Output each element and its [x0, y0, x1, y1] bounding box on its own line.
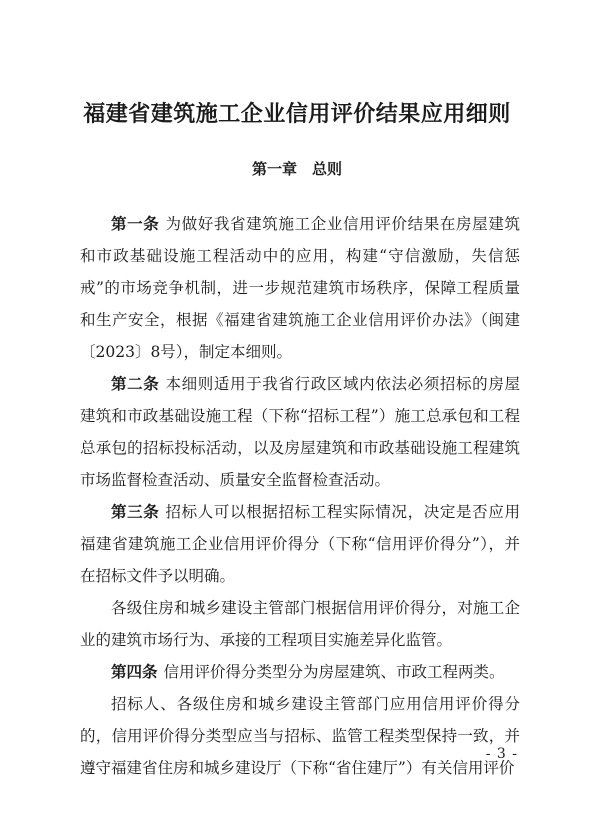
document-title: 福建省建筑施工企业信用评价结果应用细则: [83, 101, 511, 127]
paragraph-text: 招标人、各级住房和城乡建设主管部门应用信用评价得分的，信用评价得分类型应当与招标、监管工程类型保持一致，并遵守福建省住房和城乡建设厅（下称“省住建厅”）有关信用评价: [80, 695, 520, 777]
article-4: [80, 656, 520, 688]
document-body: [80, 208, 520, 784]
article-1: [80, 208, 520, 368]
article-label: 第二条: [111, 375, 160, 393]
article-3-continuation: [80, 592, 520, 656]
article-text: 信用评价得分类型分为房屋建筑、市政工程两类。: [163, 663, 505, 681]
page-number: - 3 -: [485, 746, 518, 762]
article-2: [80, 368, 520, 496]
article-label: 第三条: [111, 503, 160, 521]
paragraph-text: 各级住房和城乡建设主管部门根据信用评价得分，对施工企业的建筑市场行为、承接的工程项目实施差异化监管。: [80, 599, 520, 649]
article-label: 第一条: [111, 215, 160, 233]
article-label: 第四条: [111, 663, 158, 681]
article-text: 为做好我省建筑施工企业信用评价结果在房屋建筑和市政基础设施工程活动中的应用，构建“守信激励，失信惩戒”的市场竞争机制，进一步规范建筑市场秩序，保障工程质量和生产安全，根据《福建省建筑施工企业信用评价办法》（闽建〔2023〕8号），制定本细则。: [80, 215, 520, 361]
chapter-heading: 第一章 总则: [251, 160, 342, 178]
article-3: [80, 496, 520, 592]
article-text: 招标人可以根据招标工程实际情况，决定是否应用福建省建筑施工企业信用评价得分（下称“信用评价得分”），并在招标文件予以明确。: [80, 503, 520, 585]
article-text: 本细则适用于我省行政区域内依法必须招标的房屋建筑和市政基础设施工程（下称“招标工程”）施工总承包和工程总承包的招标投标活动，以及房屋建筑和市政基础设施工程建筑市场监督检查活动、质量安全监督检查活动。: [80, 375, 520, 489]
article-4-continuation: [80, 688, 520, 784]
